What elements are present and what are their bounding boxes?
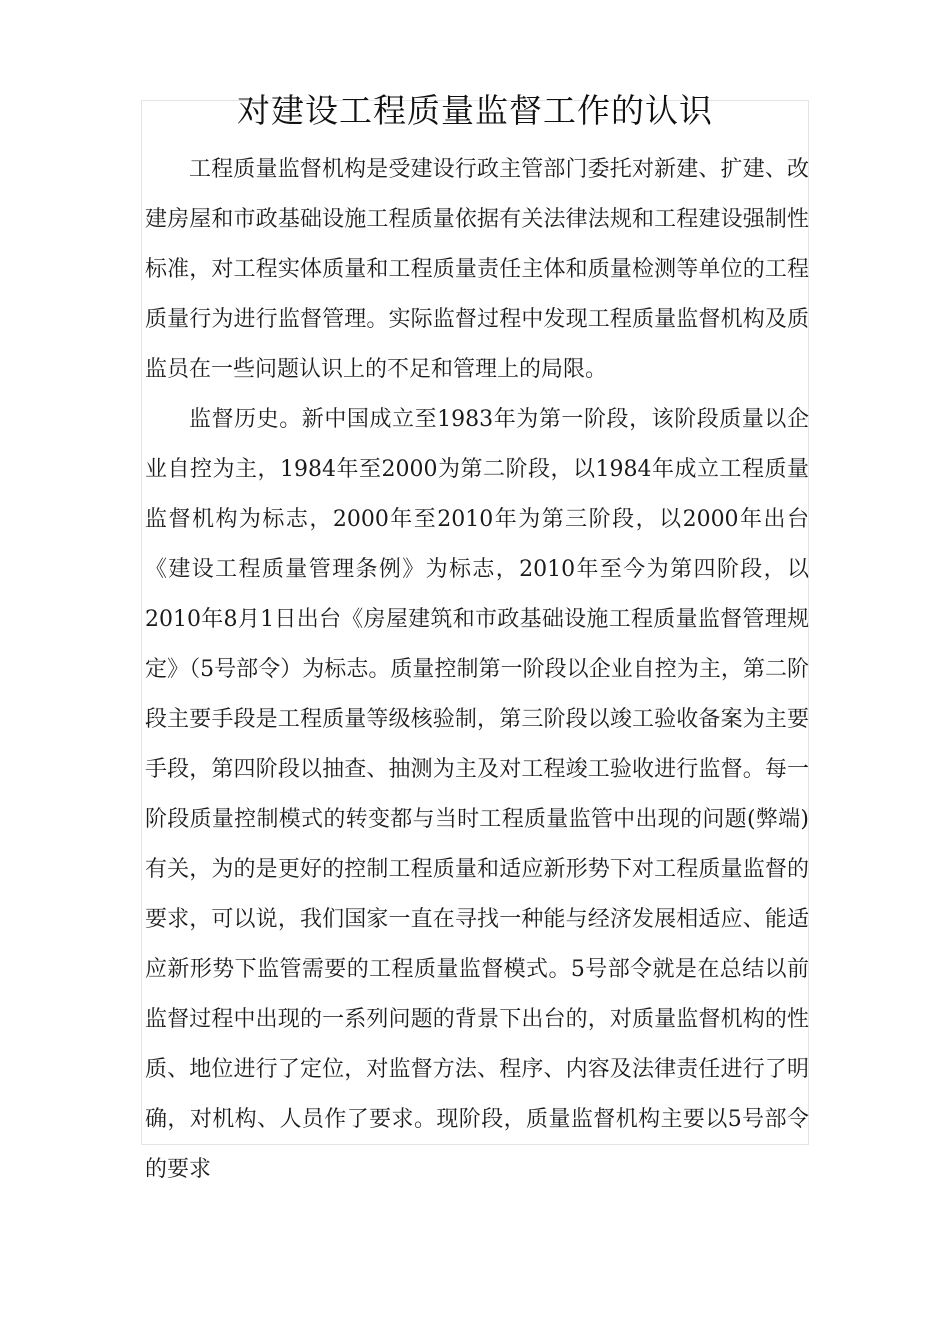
document-body: [145, 145, 809, 1195]
paragraph-intro: 工程质量监督机构是受建设行政主管部门委托对新建、扩建、改建房屋和市政基础设施工程质量依据有关法律法规和工程建设强制性标准，对工程实体质量和工程质量责任主体和质量检测等单位的工程质量行为进行监督管理。实际监督过程中发现工程质量监督机构及质监员在一些问题认识上的不足和管理上的局限。: [145, 157, 809, 382]
paragraph-supervision-history: 监督历史。新中国成立至1983年为第一阶段，该阶段质量以企业自控为主，1984年至2000为第二阶段，以1984年成立工程质量监督机构为标志，2000年至2010年为第三阶段，以2000年出台《建设工程质量管理条例》为标志，2010年至今为第四阶段，以2010年8月1日出台《房屋建筑和市政基础设施工程质量监督管理规定》（5号部令）为标志。质量控制第一阶段以企业自控为主，第二阶段主要手段是工程质量等级核验制，第三阶段以竣工验收备案为主要手段，第四阶段以抽查、抽测为主及对工程竣工验收进行监督。每一阶段质量控制模式的转变都与当时工程质量监管中出现的问题(弊端)有关，为的是更好的控制工程质量和适应新形势下对工程质量监督的要求，可以说，我们国家一直在寻找一种能与经济发展相适应、能适应新形势下监管需要的工程质量监督模式。5号部令就是在总结以前监督过程中出现的一系列问题的背景下出台的，对质量监督机构的性质、地位进行了定位，对监督方法、程序、内容及法律责任进行了明确，对机构、人员作了要求。现阶段，质量监督机构主要以5号部令的要求: [145, 407, 809, 1182]
document-title: 对建设工程质量监督工作的认识: [237, 91, 713, 130]
